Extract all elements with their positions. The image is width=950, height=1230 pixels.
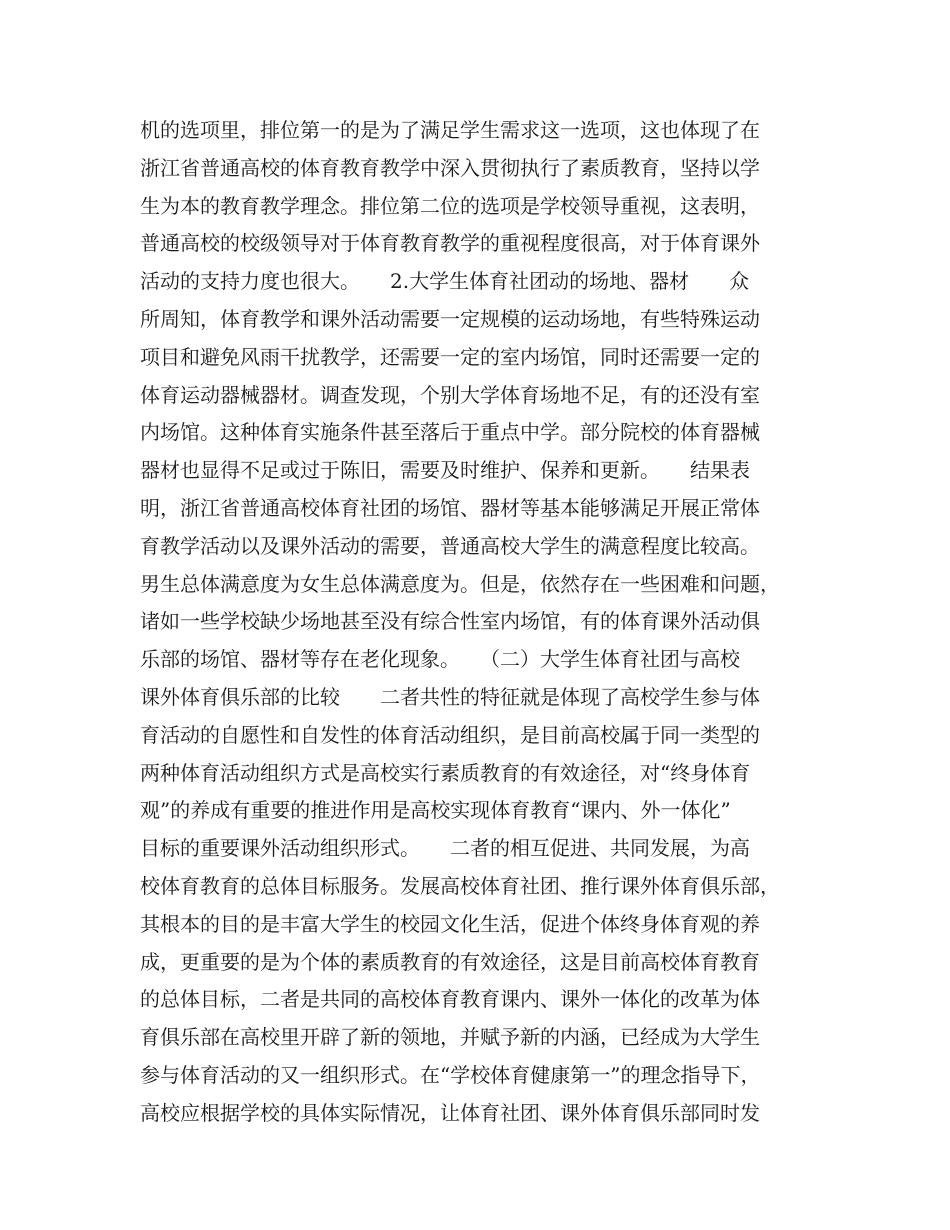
text-line: 明，浙江省普通高校体育社团的场馆、器材等基本能够满足开展正常体 <box>140 495 760 520</box>
text-line: 所周知，体育教学和课外活动需要一定规模的运动场地，有些特殊运动 <box>140 306 760 331</box>
text-line: 育俱乐部在高校里开辟了新的领地，并赋予新的内涵，已经成为大学生 <box>140 1025 760 1050</box>
text-line: 内场馆。这种体育实施条件甚至落后于重点中学。部分院校的体育器械 <box>140 420 760 445</box>
text-line: 观”的养成有重要的推进作用是高校实现体育教育“课内、外一体化” <box>140 798 731 823</box>
text-line: 育活动的自愿性和自发性的体育活动组织，是目前高校属于同一类型的 <box>140 722 760 747</box>
text-line: 育教学活动以及课外活动的需要，普通高校大学生的满意程度比较高。 <box>140 533 760 558</box>
text-line: 机的选项里，排位第一的是为了满足学生需求这一选项，这也体现了在 <box>140 118 760 142</box>
text-line: 成，更重要的是为个体的素质教育的有效途径，这是目前高校体育教育 <box>140 949 760 974</box>
text-line: 生为本的教育教学理念。排位第二位的选项是学校领导重视，这表明， <box>140 193 760 218</box>
text-line: 高校应根据学校的具体实际情况，让体育社团、课外体育俱乐部同时发 <box>140 1100 760 1125</box>
text-line: 乐部的场馆、器材等存在老化现象。 （二）大学生体育社团与高校 <box>140 647 740 672</box>
text-line: 其根本的目的是丰富大学生的校园文化生活，促进个体终身体育观的养 <box>140 911 760 936</box>
text-line: 体育运动器械器材。调查发现，个别大学体育场地不足，有的还没有室 <box>140 382 760 407</box>
text-line: 两种体育活动组织方式是高校实行素质教育的有效途径，对“终身体育 <box>140 760 751 785</box>
text-line: 诸如一些学校缺少场地甚至没有综合性室内场馆，有的体育课外活动俱 <box>140 609 760 634</box>
text-line: 校体育教育的总体目标服务。发展高校体育社团、推行课外体育俱乐部， <box>140 873 780 898</box>
text-line: 男生总体满意度为女生总体满意度为。但是，依然存在一些困难和问题， <box>140 571 780 596</box>
text-line: 浙江省普通高校的体育教育教学中深入贯彻执行了素质教育，坚持以学 <box>140 155 760 180</box>
text-line: 的总体目标，二者是共同的高校体育教育课内、课外一体化的改革为体 <box>140 987 760 1012</box>
text-line: 课外体育俱乐部的比较 二者共性的特征就是体现了高校学生参与体 <box>140 684 760 709</box>
text-line: 参与体育活动的又一组织形式。在“学校体育健康第一”的理念指导下， <box>140 1062 761 1087</box>
text-line: 项目和避免风雨干扰教学，还需要一定的室内场馆，同时还需要一定的 <box>140 344 760 369</box>
text-line: 器材也显得不足或过于陈旧，需要及时维护、保养和更新。 结果表 <box>140 458 750 483</box>
body-text <box>140 112 830 1133</box>
text-line: 普通高校的校级领导对于体育教育教学的重视程度很高，对于体育课外 <box>140 231 760 256</box>
text-line: 目标的重要课外活动组织形式。 二者的相互促进、共同发展，为高 <box>140 836 750 861</box>
text-line: 活动的支持力度也很大。 2.大学生体育社团动的场地、器材 众 <box>140 269 750 294</box>
